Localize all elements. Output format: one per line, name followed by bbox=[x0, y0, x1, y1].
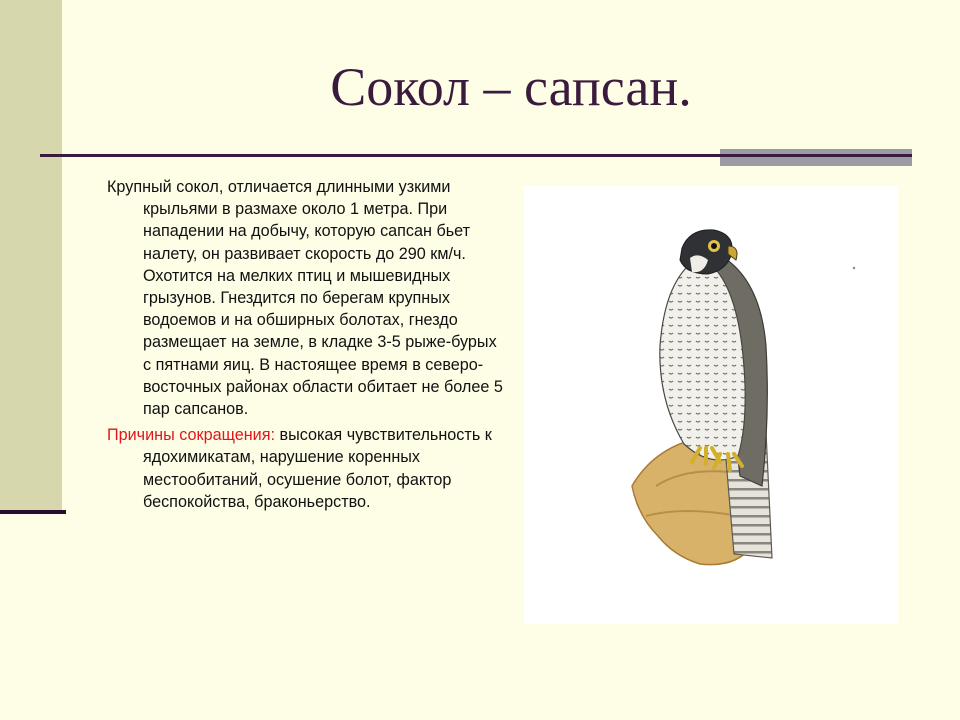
slide-body bbox=[107, 176, 503, 517]
title-rule bbox=[40, 154, 912, 157]
description-paragraph: Крупный сокол, отличается длинными узкими крыльями в размахе около 1 метра. При нападении на добычу, которую сапсан бьет налету, он развивает скорость до 290 км/ч. Охотится на мелких птиц и мышевидных грызунов. Гнездится по берегам крупных водоемов и на обширных болотах, гнездо размещает на земле, в кладке 3-5 рыже-бурых с пятнами яиц. В настоящее время в северо-восточных районах области обитает не более 5 пар сапсанов. bbox=[107, 178, 503, 419]
left-decorative-band bbox=[0, 0, 62, 512]
falcon-image bbox=[524, 186, 898, 624]
slide-title: Сокол – сапсан. bbox=[330, 57, 692, 117]
left-band-underline bbox=[0, 510, 66, 514]
decline-reasons-text: высокая чувствительность к ядохимикатам, нарушение коренных местообитаний, осушение болот, фактор беспокойства, браконьерство. bbox=[143, 426, 492, 511]
peregrine-falcon-illustration bbox=[524, 186, 898, 624]
decline-reasons-paragraph bbox=[107, 424, 503, 513]
decline-reasons-label: Причины сокращения: bbox=[107, 426, 275, 445]
title-rule-gray-bar bbox=[720, 149, 912, 166]
